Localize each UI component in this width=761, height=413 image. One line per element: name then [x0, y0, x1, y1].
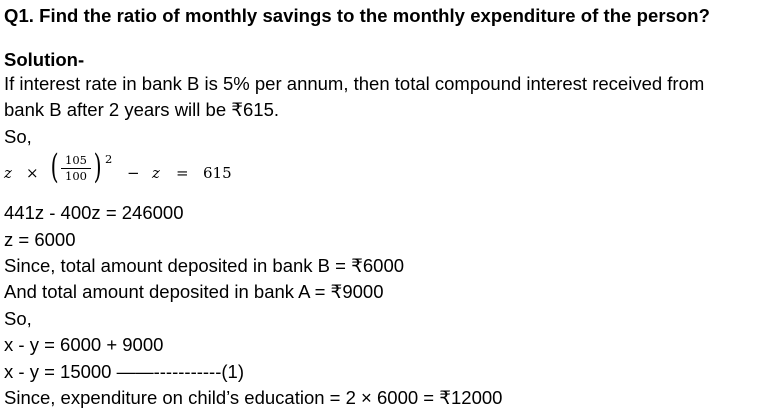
- text-line: So,: [4, 307, 32, 329]
- equation-equals: =: [176, 164, 189, 183]
- equation-times: ×: [26, 164, 39, 183]
- equation-variable: z: [4, 164, 12, 183]
- equation-result: 615: [203, 164, 232, 183]
- solution-document: [4, 0, 761, 411]
- right-paren: ): [93, 147, 102, 188]
- equation-fraction: [61, 154, 91, 183]
- text-line: x - y = 6000 + 9000: [4, 334, 164, 356]
- text-line: If interest rate in bank B is 5% per annum, then total compound interest received from: [4, 73, 705, 94]
- solution-heading: Solution-: [4, 49, 85, 70]
- text-line: z = 6000: [4, 228, 76, 250]
- text-line: So,: [4, 125, 32, 147]
- text-line: bank B after 2 years will be ₹615.: [4, 99, 280, 121]
- left-paren: (: [50, 147, 59, 188]
- fraction-numerator: 105: [65, 153, 87, 168]
- equation-variable: z: [152, 164, 160, 183]
- text-line: Since, total amount deposited in bank B = ₹6000: [4, 255, 405, 277]
- question-title: Q1. Find the ratio of monthly savings to the monthly expenditure of the person?: [4, 5, 710, 26]
- equation-minus: −: [127, 164, 140, 183]
- text-line: x - y = 15000 ——-----------(1): [4, 360, 244, 382]
- text-line: Since, expenditure on child’s education = 2 × 6000 = ₹12000: [4, 387, 503, 409]
- fraction-denominator: 100: [65, 169, 87, 184]
- text-line: 441z - 400z = 246000: [4, 202, 184, 224]
- text-line: And total amount deposited in bank A = ₹9000: [4, 281, 384, 303]
- equation-exponent: 2: [105, 152, 113, 167]
- compound-interest-equation: [4, 147, 761, 200]
